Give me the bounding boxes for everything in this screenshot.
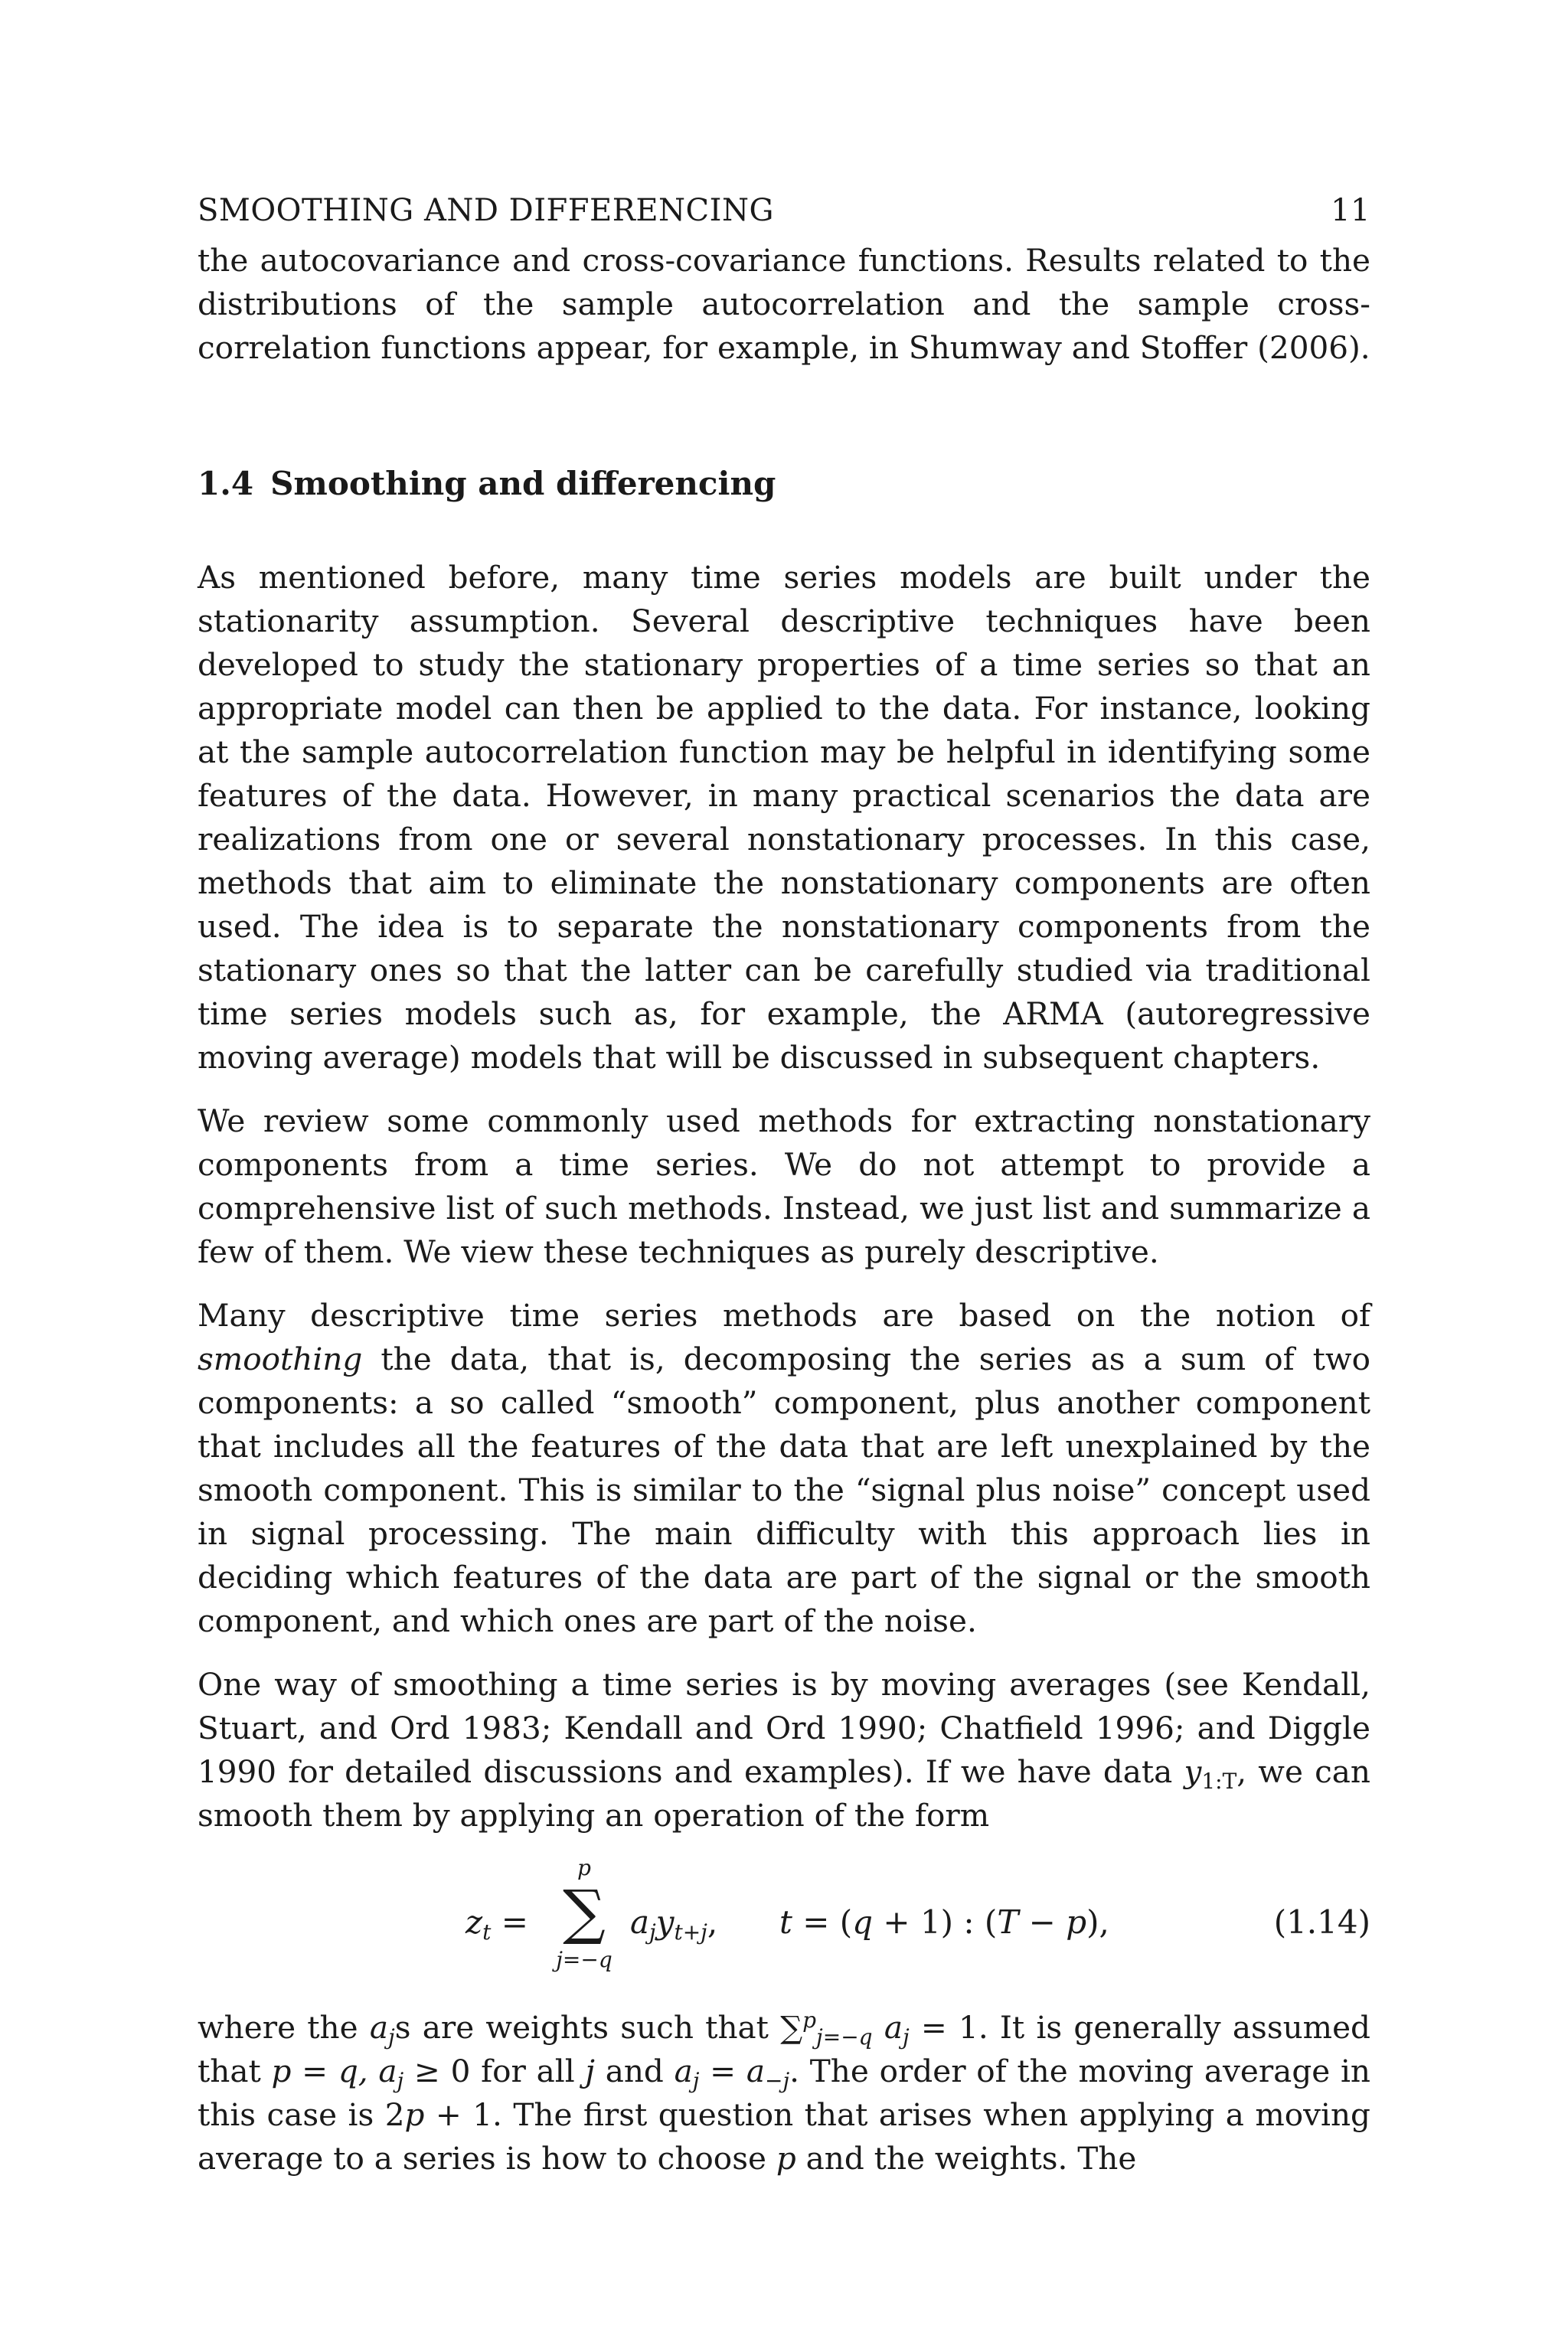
section-number: 1.4 [198, 465, 254, 502]
math-T: T [997, 1903, 1019, 1941]
math-a: a [630, 1903, 650, 1941]
running-header [198, 193, 1370, 239]
paragraph-text: the data, that is, decomposing the series as a sum of two components: a so called “smooth” component, plus another component that includes all the features of the data that are left unexplained by the smooth component. This is similar to the “signal plus noise” concept used in signal processing. The main difficulty with this approach lies in deciding which features of the data are part of the signal or the smooth component, and which ones are part of the noise. [198, 1341, 1370, 1639]
sigma-symbol: ∑ [563, 1878, 606, 1947]
book-page [198, 193, 1370, 2180]
math-expression: p = q, a [271, 2053, 397, 2089]
paragraph-text: and [594, 2053, 675, 2089]
paragraph-text: ≥ 0 for all [403, 2053, 586, 2089]
sum-lower-limit: j=−q [556, 1947, 612, 1972]
paragraph-text: One way of smoothing a time series is by moving averages (see Kendall, Stuart, and Ord 1983; Kendall and Ord 1990; Chatfield 1996; and Diggle 1990 for detailed discussions and examples). If we have data [198, 1666, 1370, 1790]
paragraph-text: + 1. The first question that arises when applying a moving average to a series is how to choose [198, 2096, 1370, 2177]
paragraph-text: Many descriptive time series methods are based on the notion of [198, 1297, 1370, 1334]
math-subscript: j [902, 2024, 910, 2050]
math-subscript: j [692, 2068, 700, 2093]
equation-lhs [466, 1903, 528, 1945]
math-z: z [466, 1903, 483, 1941]
paragraph-review-methods: We review some commonly used methods for extracting nonstationary components from a time series. We do not attempt to provide a comprehensive list of such methods. Instead, we just list and summarize a few of them. We view these techniques as purely descriptive. [198, 1102, 1370, 1270]
paragraph-stationarity: As mentioned before, many time series models are built under the stationarity assumption. Several descriptive techniques have been developed to study the stationary properties of a time series so that an appropriate model can then be applied to the data. For instance, looking at the sample autocorrelation function may be helpful in identifying some features of the data. However, in many practical scenarios the data are realizations from one or several nonstationary processes. In this case, methods that aim to eliminate the nonstationary components are often used. The idea is to separate the nonstationary components from the stationary ones so that the latter can be carefully studied via traditional time series models such as, for example, the ARMA (autoregressive moving average) models that will be discussed in subsequent chapters. [198, 559, 1370, 1076]
math-superscript: p [802, 2007, 817, 2033]
math-y: y [1184, 1753, 1202, 1790]
math-p: p [404, 2096, 425, 2133]
equation-body [466, 1854, 1155, 1991]
equation-range [779, 1903, 1109, 1941]
math-subscript: 1:T [1201, 1769, 1237, 1794]
equation-text: − [1018, 1903, 1067, 1941]
equation-text: = ( [792, 1903, 853, 1941]
math-subscript: −j [765, 2068, 790, 2093]
paragraph-text: where the [198, 2009, 370, 2046]
emphasis-smoothing: smoothing [198, 1341, 363, 1377]
math-j: j [585, 2053, 595, 2089]
sum-upper-limit: p [577, 1855, 591, 1880]
math-subscript: j [388, 2024, 395, 2050]
math-subscript: t [482, 1919, 492, 1945]
math-q: q [852, 1903, 874, 1941]
paragraph-weights [198, 2006, 1370, 2180]
math-subscript: j [649, 1919, 656, 1945]
comma: , [707, 1903, 718, 1941]
paragraph-text: . The order of the moving average in this case is 2 [198, 2053, 1370, 2133]
equation-1-14 [198, 1854, 1370, 1991]
equation-number: (1.14) [1273, 1903, 1370, 1941]
math-subscript: j=−q [816, 2024, 873, 2050]
paragraph-text: s are weights such that [394, 2009, 781, 2046]
paragraph-smoothing [198, 1294, 1370, 1643]
paragraph-text: , we can smooth them by applying an operation of the form [198, 1753, 1370, 1834]
paragraph-text: = 1. It is generally assumed that [198, 2009, 1370, 2089]
math-a: a [884, 2009, 903, 2046]
summation [550, 1854, 619, 1975]
equation-term [630, 1903, 718, 1945]
math-y: y [655, 1903, 675, 1941]
math-a: a [674, 2053, 693, 2089]
inline-sum-symbol: ∑ [780, 2009, 803, 2046]
math-p: p [1066, 1903, 1087, 1941]
paragraph-text: = [699, 2053, 746, 2089]
section-title: Smoothing and differencing [270, 465, 776, 502]
math-a: a [369, 2009, 388, 2046]
math-a: a [746, 2053, 765, 2089]
running-title: SMOOTHING AND DIFFERENCING [198, 193, 774, 228]
page-number: 11 [1331, 193, 1370, 228]
equation-text: ), [1086, 1903, 1109, 1941]
math-subscript: t+j [674, 1919, 707, 1945]
paragraph-moving-averages [198, 1663, 1370, 1838]
equation-text: + 1) : ( [873, 1903, 998, 1941]
intro-paragraph: the autocovariance and cross-covariance functions. Results related to the distributions of the sample autocorrelation and the sample cross-correlation functions appear, for example, in Shumway and Stoffer (2006). [198, 242, 1370, 366]
math-p: p [776, 2140, 796, 2177]
paragraph-text: and the weights. The [795, 2140, 1137, 2177]
equals-sign: = [491, 1903, 528, 1941]
section-heading [198, 462, 1370, 505]
math-subscript: j [397, 2068, 404, 2093]
math-t: t [779, 1903, 792, 1941]
